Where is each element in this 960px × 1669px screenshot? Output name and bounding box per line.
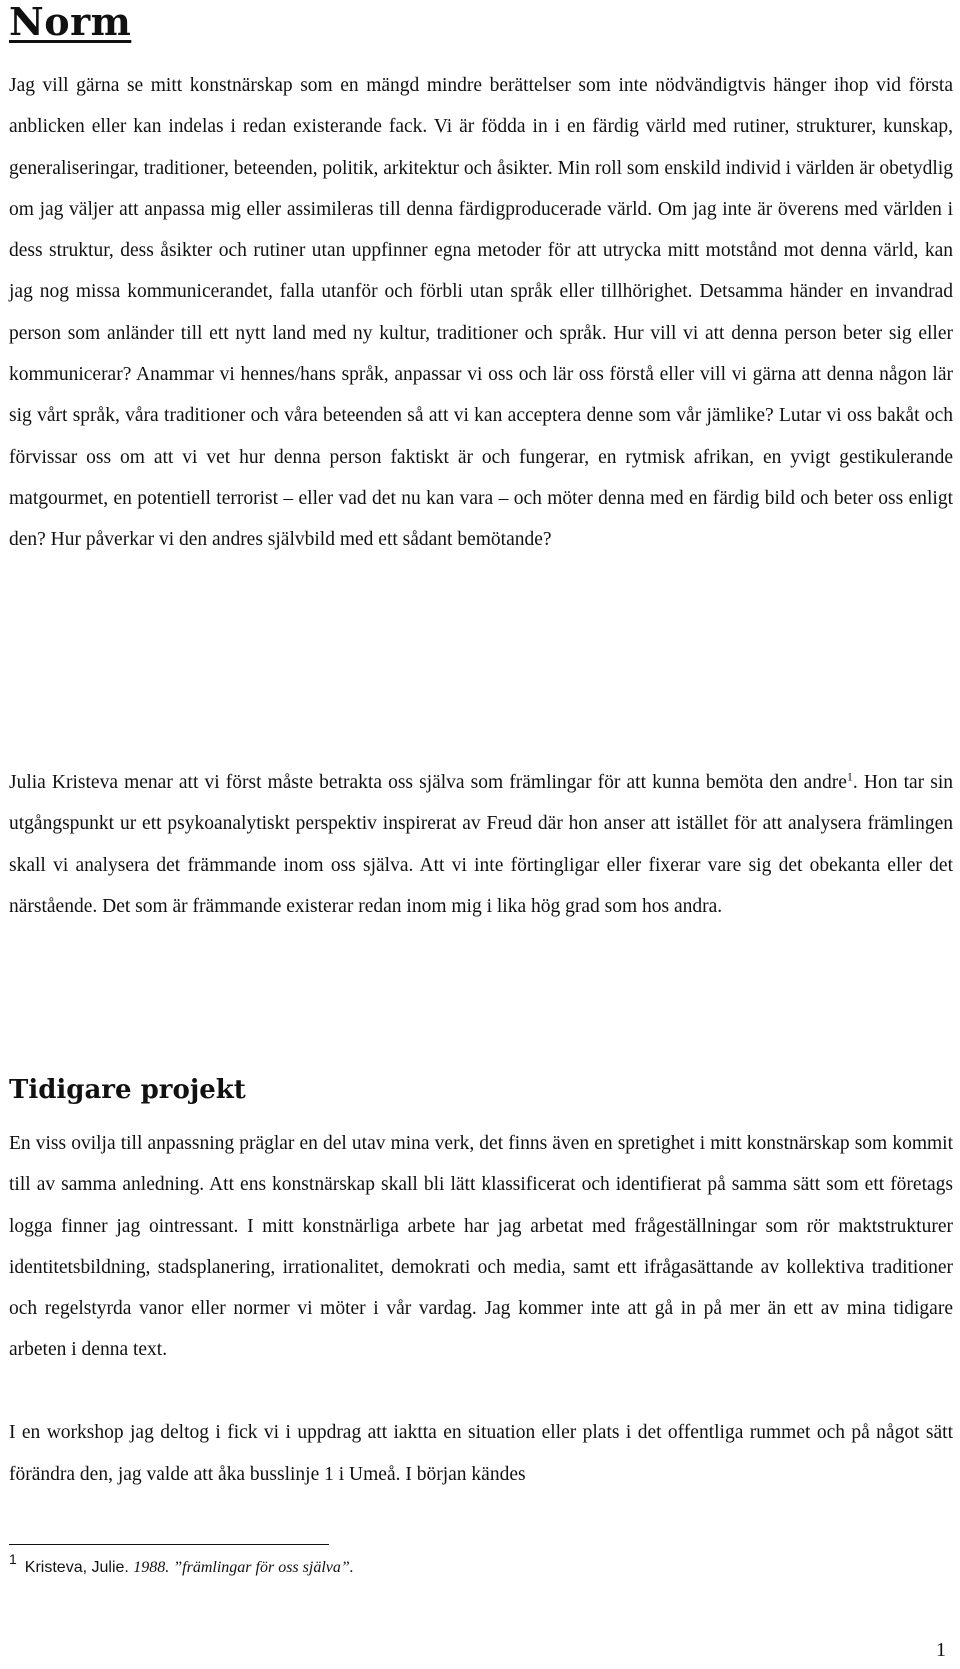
footnote-separator — [9, 1544, 329, 1545]
footnote-year: 1988. — [133, 1559, 174, 1576]
footnote-number: 1 — [9, 1551, 17, 1567]
paragraph-workshop: I en workshop jag deltog i fick vi i uppdrag att iaktta en situation eller plats i det offentliga rummet och på något sätt förändra den, jag valde att åka busslinje 1 i Umeå. I början kändes — [9, 1422, 953, 1485]
paragraph-kristeva-part-2: . Hon tar sin utgångspunkt ur ett psykoanalytiskt perspektiv inspirerat av Freud där hon anser att istället för att analysera främlingen skall vi analysera det främmande inom oss själva. Att vi inte förtingligar eller fixerar vare sig det obekanta eller det närstående. Det som är främmande existerar redan inom mig i lika hög grad som hos andra. — [9, 772, 953, 917]
page-number: 1 — [936, 1639, 946, 1661]
heading-norm: Norm — [9, 0, 132, 44]
heading-tidigare-projekt: Tidigare projekt — [9, 1075, 246, 1105]
footnote-title: ”främlingar för oss själva”. — [173, 1559, 354, 1576]
paragraph-kristeva-part-1: Julia Kristeva menar att vi först måste betrakta oss själva som främlingar för att kunna bemöta den andre — [9, 772, 847, 793]
paragraph-norm-intro: Jag vill gärna se mitt konstnärskap som en mängd mindre berättelser som inte nödvändigtvis hänger ihop vid första anblicken eller kan indelas i redan existerande fack. Vi är födda in i en färdig värld med rutiner, strukturer, kunskap, generaliseringar, traditioner, beteenden, politik, arkitektur och åsikter. Min roll som enskild individ i världen är obetydlig om jag väljer att anpassa mig eller assimileras till denna färdigproducerade värld. Om jag inte är överens med världen i dess struktur, dess åsikter och rutiner utan uppfinner egna metoder för att utrycka mitt motstånd mot denna värld, kan jag nog missa kommunicerandet, falla utanför och förbli utan språk eller tillhörighet. Detsamma händer en invandrad person som anländer till ett nytt land med ny kultur, traditioner och språk. Hur vill vi att denna person beter sig eller kommunicerar? Anammar vi hennes/hans språk, anpassar vi oss och lär oss förstå eller vill vi gärna att denna någon lär sig vårt språk, våra traditioner och våra beteenden så att vi kan acceptera denne som vår jämlike? Lutar vi oss bakåt och förvissar oss om att vi vet hur denna person faktiskt är och fungerar, en rytmisk afrikan, en yvigt gestikulerande matgourmet, en potentiell terrorist – eller vad det nu kan vara – och möter denna med en färdig bild och beter oss enligt den? Hur påverkar vi den andres självbild med ett sådant bemötande? — [9, 75, 953, 551]
paragraph-tidigare-projekt: En viss ovilja till anpassning präglar en del utav mina verk, det finns även en spretighet i mitt konstnärskap som kommit till av samma anledning. Att ens konstnärskap skall bli lätt klassificerat och identifierat på samma sätt som ett företags logga finner jag ointressant. I mitt konstnärliga arbete har jag arbetat med frågeställningar som rör maktstrukturer identitetsbildning, stadsplanering, irrationalitet, demokrati och media, samt ett ifrågasättande av kollektiva traditioner och regelstyrda vanor eller normer vi möter i vår vardag. Jag kommer inte att gå in på mer än ett av mina tidigare arbeten i denna text. — [9, 1133, 953, 1361]
footnote-author: Kristeva, Julie. — [24, 1559, 134, 1576]
footnote — [9, 1551, 354, 1581]
paragraph-kristeva — [9, 762, 953, 927]
footnote-reference: 1 — [846, 769, 853, 784]
